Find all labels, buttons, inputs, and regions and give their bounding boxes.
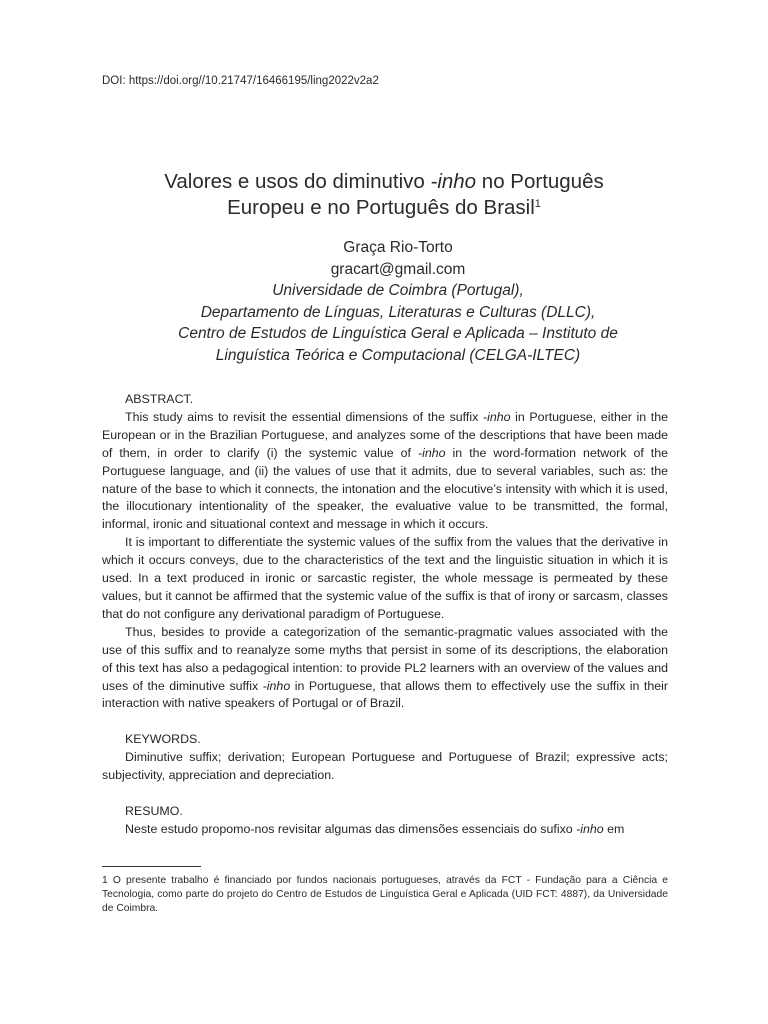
paper-title bbox=[100, 170, 668, 219]
keywords-text: Diminutive suffix; derivation; European Portuguese and Portuguese of Brazil; expressive acts; subjectivity, appreciation and depreciation. bbox=[102, 750, 668, 783]
abstract-paragraph-2: It is important to differentiate the systemic values of the suffix from the values that the derivative in which it occurs conveys, due to the characteristics of the text and the linguistic situation in which it is used. In a text produced in ironic or sarcastic register, the whole message is permeated by these values, but it cannot be affirmed that the systemic value of the suffix is that of irony or sarcasm, classes that do not configure any derivational paradigm of Portuguese. bbox=[102, 535, 668, 621]
suffix-term: -inho bbox=[417, 445, 446, 460]
abstract-paragraph-1 bbox=[102, 409, 668, 534]
doi-line: DOI: https://doi.org//10.21747/16466195/ling2022v2a2 bbox=[102, 75, 379, 87]
abstract-text: in Portuguese, either in the European or in the Brazilian Portuguese, and analyzes some of the descriptions that have been made of them, in order to clarify (i) the systemic value of bbox=[102, 409, 669, 460]
title-line-2 bbox=[100, 193, 668, 219]
abstract-text: Thus, besides to provide a categorization of the semantic-pragmatic values associated with the use of this suffix and to reanalyze some myths that persist in some of its descriptions, the elaboration of this text has also a pedagogical intention: to provide PL2 learners with an overview of the values and uses of the diminutive suffix bbox=[102, 624, 668, 693]
affiliation-institute: Linguística Teórica e Computacional (CELGA-ILTEC) bbox=[215, 346, 581, 364]
paper-body bbox=[102, 391, 668, 839]
resumo-text bbox=[102, 821, 668, 839]
title-text: Valores e usos do diminutivo bbox=[164, 170, 431, 193]
title-text: Europeu e no Português do Brasil bbox=[227, 196, 535, 219]
affiliation-center: Centro de Estudos de Linguística Geral e Aplicada – Instituto de bbox=[178, 325, 618, 342]
author-name: Graça Rio-Torto bbox=[343, 239, 453, 256]
title-suffix: -inho bbox=[430, 170, 477, 193]
author-block bbox=[100, 237, 696, 366]
abstract-paragraph-3 bbox=[102, 624, 668, 714]
suffix-term: -inho bbox=[482, 409, 511, 424]
spacer bbox=[102, 713, 668, 731]
affiliation-university: Universidade de Coimbra (Portugal), bbox=[272, 282, 524, 299]
spacer bbox=[102, 785, 668, 803]
resumo-heading: RESUMO. bbox=[125, 803, 183, 818]
affiliation-department: Departamento de Línguas, Literaturas e Culturas (DLLC), bbox=[200, 303, 596, 321]
footnote: 1 O presente trabalho é financiado por fundos nacionais portugueses, através da FCT - Fundação para a Ciência e Tecnologia, como parte do projeto do Centro de Estudos de Linguística Geral e Aplicada (UID FCT: 4887), da Universidade de Coimbra. bbox=[102, 875, 668, 915]
suffix-term: -inho bbox=[576, 821, 604, 836]
title-line-1 bbox=[100, 170, 668, 193]
abstract-heading: ABSTRACT. bbox=[125, 392, 194, 406]
footnote-divider bbox=[102, 866, 201, 867]
abstract-text: in Portuguese, that allows them to effectively use the suffix in their interaction with native speakers of Portugal or of Brazil. bbox=[102, 678, 669, 711]
resumo-text-part: Neste estudo propomo-nos revisitar algumas das dimensões essenciais do sufixo bbox=[125, 821, 577, 836]
abstract-text: in the word-formation network of the Portuguese language, and (ii) the values of use that it admits, due to several variables, such as: the nature of the base to which it connects, the intonation and the elocutive’s intensity with which it is used, the illocutionary intentionality of the speaker, the evaluative value to be transmitted, the formal, informal, ironic and situational context and message in which it occurs. bbox=[102, 445, 668, 532]
title-text: no Português bbox=[476, 170, 604, 193]
resumo-text-part: em bbox=[603, 821, 625, 836]
abstract-text: This study aims to revisit the essential dimensions of the suffix bbox=[125, 409, 483, 424]
footnote-marker[interactable]: 1 bbox=[534, 198, 541, 210]
suffix-term: -inho bbox=[262, 678, 291, 693]
author-email[interactable]: gracart@gmail.com bbox=[330, 260, 466, 278]
keywords-heading: KEYWORDS. bbox=[125, 732, 201, 747]
